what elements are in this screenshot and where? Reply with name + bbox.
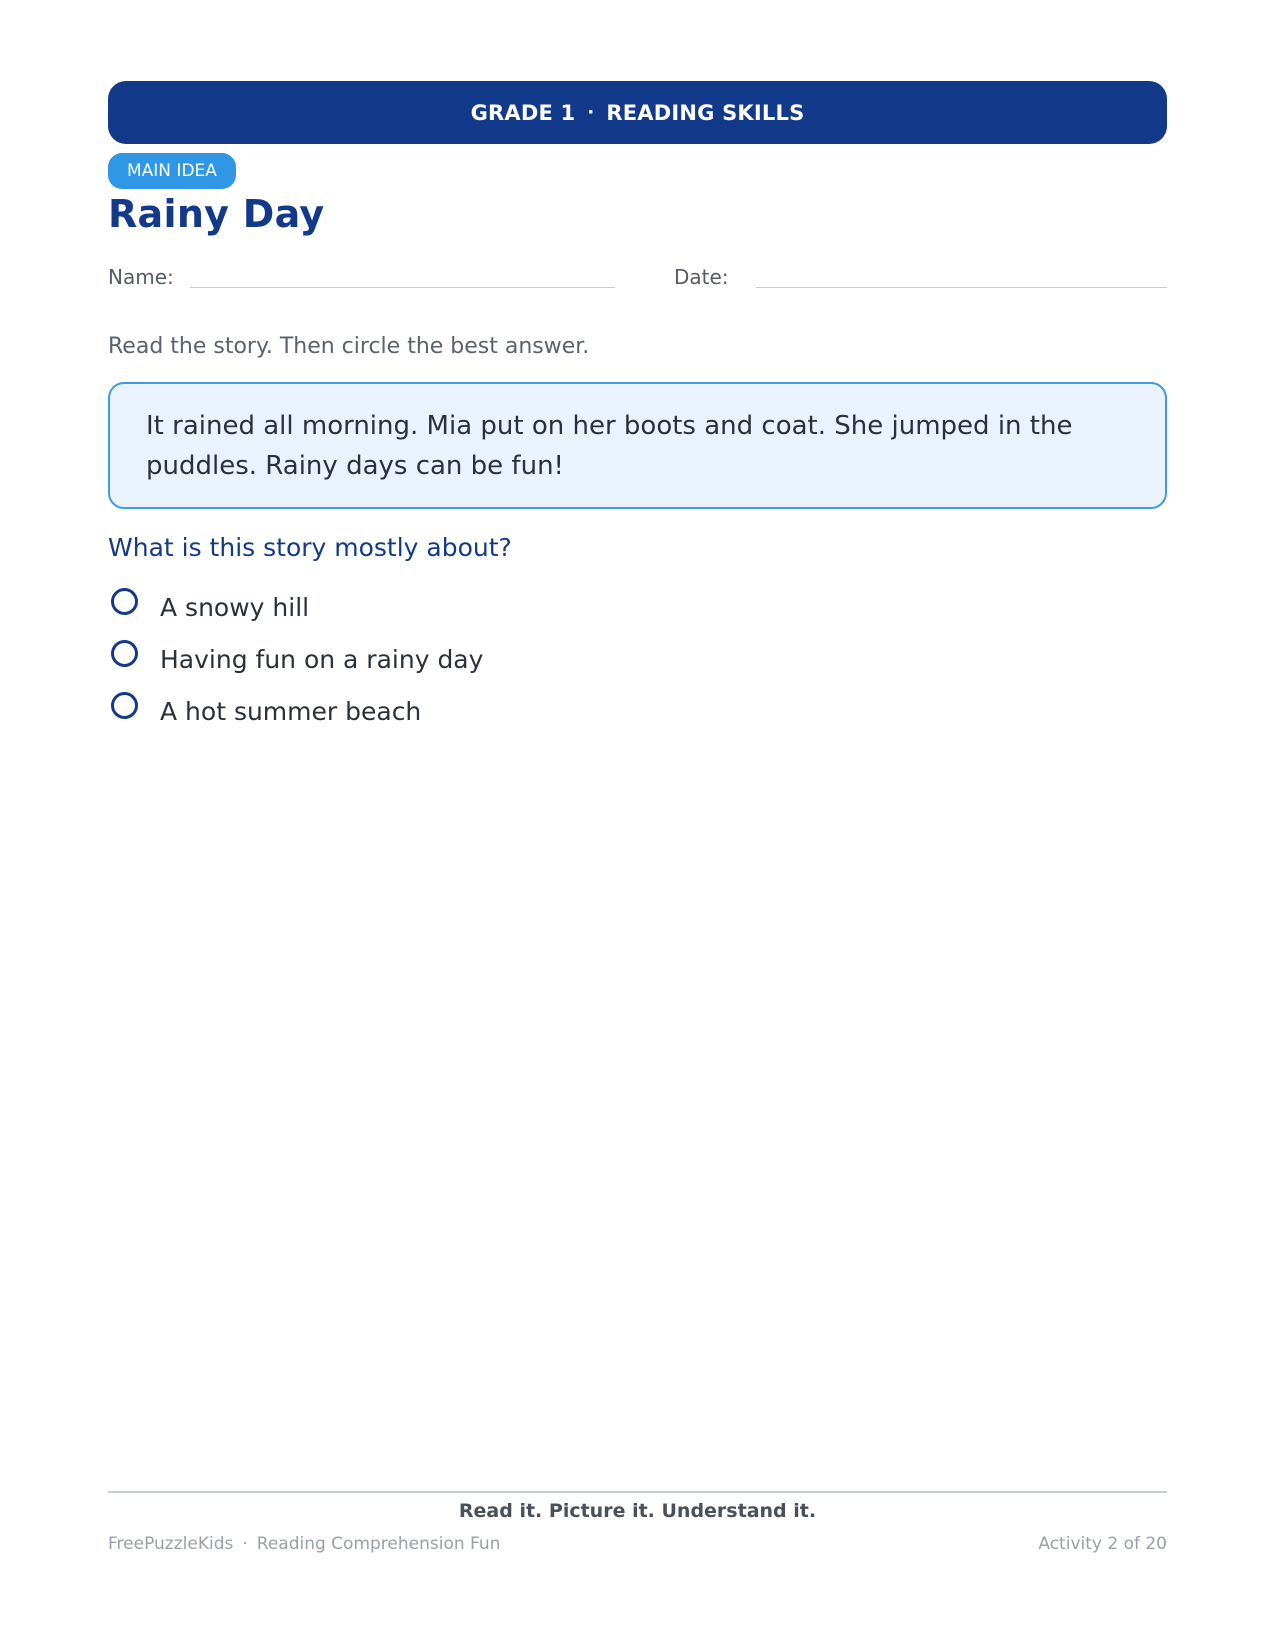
date-line[interactable]: [756, 287, 1167, 288]
answer-option[interactable]: [108, 685, 483, 737]
story-box: [108, 382, 1167, 509]
answer-option-label: Having fun on a rainy day: [160, 644, 484, 674]
question-text: What is this story mostly about?: [108, 533, 512, 562]
answer-option-label: A hot summer beach: [160, 696, 422, 726]
story-text: It rained all morning. Mia put on her boots and coat. She jumped in the puddles. Rainy days can be fun!: [146, 411, 1073, 481]
grade-banner: [108, 81, 1167, 144]
answer-option[interactable]: [108, 633, 483, 685]
radio-circle-icon[interactable]: [111, 588, 138, 615]
subject-label: READING SKILLS: [606, 100, 805, 125]
footer-page-number: Activity 2 of 20: [1038, 1534, 1167, 1554]
name-label: Name:: [108, 265, 174, 289]
date-label: Date:: [674, 265, 729, 289]
name-line[interactable]: [190, 287, 615, 288]
topic-tag: MAIN IDEA: [108, 153, 236, 189]
answer-options: [108, 581, 483, 737]
footer-source: [108, 1534, 500, 1554]
answer-option-label: A snowy hill: [160, 592, 310, 622]
banner-separator: ·: [587, 102, 595, 123]
instructions-text: Read the story. Then circle the best answer.: [108, 334, 590, 359]
footer-site: FreePuzzleKids: [108, 1534, 234, 1554]
radio-circle-icon[interactable]: [111, 640, 138, 667]
footer-book: Reading Comprehension Fun: [256, 1534, 501, 1554]
footer-divider: [108, 1491, 1167, 1493]
worksheet-title: Rainy Day: [108, 192, 325, 236]
grade-label: GRADE 1: [470, 100, 576, 125]
radio-circle-icon[interactable]: [111, 692, 138, 719]
footer-separator: ·: [242, 1534, 248, 1554]
answer-option[interactable]: [108, 581, 483, 633]
footer-tagline: Read it. Picture it. Understand it.: [458, 1500, 817, 1522]
